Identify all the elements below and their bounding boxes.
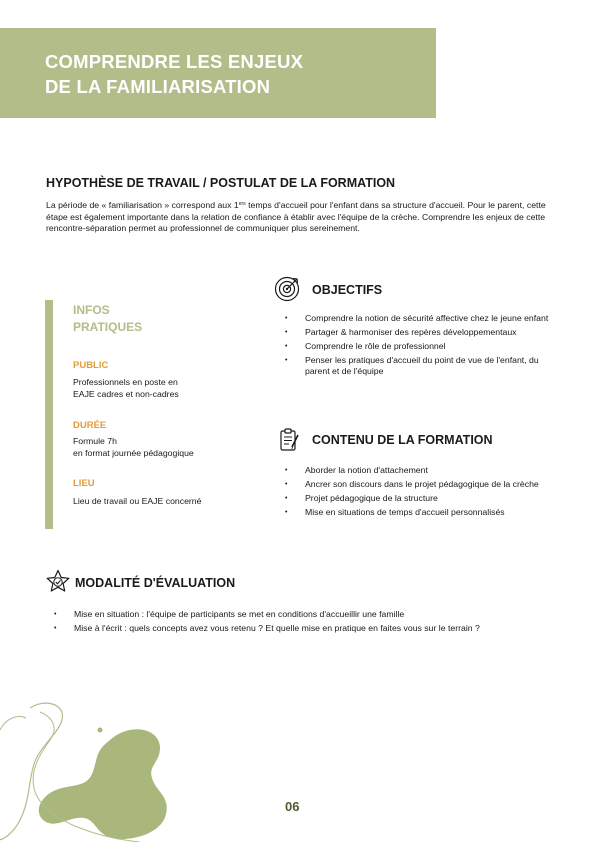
hypothese-paragraph — [46, 200, 546, 235]
list-item: • Mise en situation : l'équipe de participants se met en conditions d'accueillir une famille — [54, 609, 504, 620]
clipboard-pen-icon — [276, 427, 302, 453]
list-item: • Aborder la notion d'attachement — [285, 465, 550, 476]
page-number: 06 — [285, 799, 300, 814]
infos-title-line1: INFOS — [73, 303, 110, 317]
public-line1: Professionnels en poste en — [73, 377, 178, 387]
header-banner — [0, 28, 436, 118]
page-title-line1: COMPRENDRE LES ENJEUX — [45, 51, 304, 72]
list-item: • Penser les pratiques d'accueil du point de vue de l'enfant, du parent et de l'équipe — [285, 355, 550, 378]
contenu-list — [285, 465, 550, 521]
paragraph-start: La période de « familiarisation » correspond aux 1 — [46, 200, 239, 210]
hypothese-title: HYPOTHÈSE DE TRAVAIL / POSTULAT DE LA FORMATION — [46, 176, 396, 190]
public-line2: EAJE cadres et non-cadres — [73, 389, 179, 399]
list-item: • Partager & harmoniser des repères développementaux — [285, 327, 550, 338]
objectifs-list — [285, 313, 550, 380]
evaluation-title: MODALITÉ D'ÉVALUATION — [75, 576, 236, 590]
page-title-line2: DE LA FAMILIARISATION — [45, 76, 271, 97]
infos-title-line2: PRATIQUES — [73, 320, 143, 334]
list-item: • Comprendre la notion de sécurité affective chez le jeune enfant — [285, 313, 550, 324]
lieu-line1: Lieu de travail ou EAJE concerné — [73, 496, 202, 506]
objectifs-title: OBJECTIFS — [312, 283, 383, 297]
infos-sidebar-bar — [45, 300, 53, 529]
paragraph-superscript: ers — [238, 201, 246, 207]
list-item: • Ancrer son discours dans le projet pédagogique de la crèche — [285, 479, 550, 490]
lieu-label: LIEU — [73, 478, 95, 489]
contenu-title: CONTENU DE LA FORMATION — [312, 433, 493, 447]
duree-label: DURÉE — [73, 420, 107, 431]
list-item: • Mise en situations de temps d'accueil personnalisés — [285, 507, 550, 518]
list-item: • Projet pédagogique de la structure — [285, 493, 550, 504]
target-icon — [274, 276, 300, 302]
list-item: • Comprendre le rôle de professionnel — [285, 341, 550, 352]
duree-line1: Formule 7h — [73, 436, 117, 446]
public-label: PUBLIC — [73, 360, 109, 371]
star-badge-icon — [45, 569, 71, 595]
list-item: • Mise à l'écrit : quels concepts avez vous retenu ? Et quelle mise en pratique en faites vous sur le terrain ? — [54, 623, 504, 634]
decorative-blob-illustration — [0, 700, 200, 842]
evaluation-list — [54, 609, 504, 637]
paragraph-end: temps d'accueil pour l'enfant dans sa structure d'accueil. Pour le parent, cette étape est également importante dans la relation de confiance à établir avec l'équipe de la crèche. Comprendre les enjeux de cette rencontre-séparation permet au professionnel de communiquer plus sereinement. — [46, 200, 546, 234]
duree-line2: en format journée pédagogique — [73, 448, 194, 458]
